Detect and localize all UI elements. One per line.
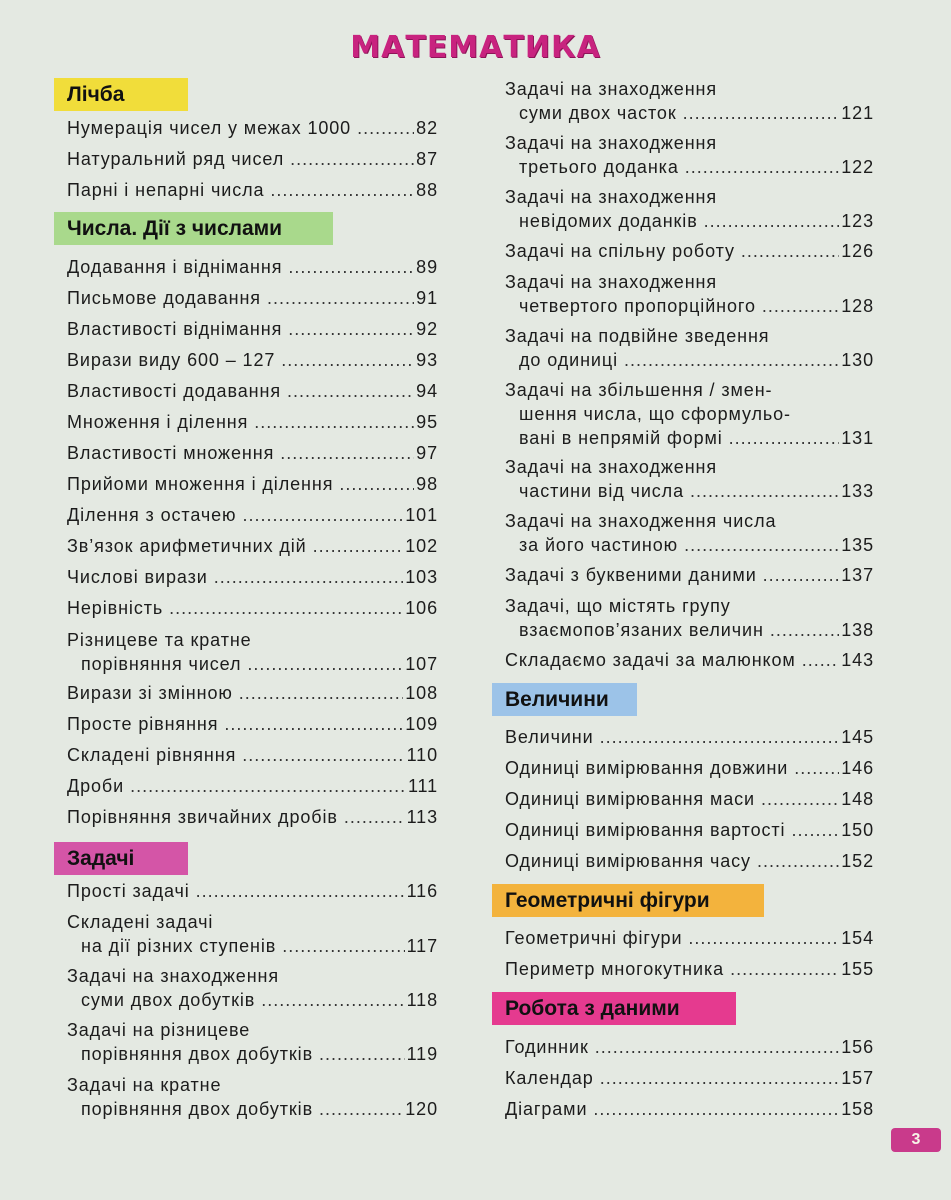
dot-leader	[288, 255, 414, 279]
dot-leader	[761, 787, 839, 811]
toc-entry[interactable]	[67, 1073, 438, 1121]
toc-entry-title: Порівняння звичайних дробів	[67, 807, 338, 827]
toc-entry-line	[67, 988, 438, 1012]
toc-entry-line	[505, 1035, 874, 1059]
toc-entry[interactable]	[67, 596, 438, 620]
toc-entry-line	[505, 101, 874, 125]
toc-entry[interactable]	[505, 131, 874, 179]
toc-entry-line	[505, 1097, 874, 1121]
toc-page-number: 154	[841, 928, 874, 948]
toc-entry-line	[505, 849, 874, 873]
toc-page-number: 122	[841, 157, 874, 177]
toc-entry-line	[505, 594, 874, 618]
toc-entry-line	[505, 756, 874, 780]
toc-entry-line	[505, 402, 874, 426]
dot-leader	[690, 479, 839, 503]
toc-entry[interactable]	[67, 628, 438, 676]
toc-entry-title: Складаємо задачі за малюнком	[505, 650, 796, 670]
toc-entry[interactable]	[67, 317, 438, 341]
toc-entry[interactable]	[505, 509, 874, 557]
toc-entry-title: Властивості додавання	[67, 381, 281, 401]
toc-entry-title: Задачі на знаходження числа	[505, 511, 777, 531]
dot-leader	[730, 957, 839, 981]
toc-entry-line	[67, 712, 438, 736]
toc-entry-line	[505, 77, 874, 101]
toc-entry-line	[67, 286, 438, 310]
toc-entry-line	[67, 628, 438, 652]
toc-entry-line	[505, 155, 874, 179]
toc-entry[interactable]	[505, 239, 874, 263]
toc-entry-title: Одиниці вимірювання маси	[505, 789, 756, 809]
toc-page-number: 106	[405, 598, 438, 618]
toc-entry[interactable]	[67, 441, 438, 465]
toc-entry-title: Задачі на кратне	[67, 1075, 222, 1095]
toc-entry-title: Задачі на подвійне зведення	[505, 326, 770, 346]
toc-page-number: 87	[416, 149, 438, 169]
toc-entry-line	[67, 379, 438, 403]
toc-entry-line	[505, 348, 874, 372]
section-header-lichba: Лічба	[54, 78, 188, 111]
dot-leader	[280, 441, 414, 465]
toc-page-number: 123	[841, 211, 874, 231]
toc-entry-line	[505, 209, 874, 233]
toc-entry[interactable]	[505, 725, 874, 749]
toc-entry-title: Одиниці вимірювання часу	[505, 851, 751, 871]
toc-entry[interactable]	[67, 743, 438, 767]
toc-entry-line	[505, 324, 874, 348]
toc-page-number: 97	[416, 443, 438, 463]
toc-entry-title: Годинник	[505, 1037, 589, 1057]
toc-entry-line	[67, 1073, 438, 1097]
toc-entry-line	[67, 348, 438, 372]
toc-entry-line	[67, 879, 438, 903]
toc-entry-line	[67, 534, 438, 558]
dot-leader	[704, 209, 840, 233]
toc-entry-title: Величини	[505, 727, 594, 747]
toc-entry[interactable]	[67, 565, 438, 589]
dot-leader	[242, 503, 403, 527]
toc-entry-title: Діаграми	[505, 1099, 588, 1119]
dot-leader	[319, 1042, 405, 1066]
toc-entry-title: Нумерація чисел у межах 1000	[67, 118, 352, 138]
toc-entry-title: Дроби	[67, 776, 125, 796]
section-header-chysla: Числа. Дії з числами	[54, 212, 333, 245]
toc-entry[interactable]	[505, 455, 874, 503]
toc-entry-line	[67, 596, 438, 620]
dot-leader	[319, 1097, 403, 1121]
toc-entry-title: Задачі на збільшення / змен-	[505, 380, 773, 400]
toc-page-number: 148	[841, 789, 874, 809]
dot-leader	[770, 618, 839, 642]
toc-page-number: 113	[406, 807, 438, 827]
toc-entry-line	[505, 455, 874, 479]
dot-leader	[287, 379, 414, 403]
toc-entry-title: четвертого пропорційного	[519, 296, 756, 316]
toc-entry-title: Геометричні фігури	[505, 928, 683, 948]
toc-page-number: 137	[841, 565, 874, 585]
toc-entry-line	[67, 565, 438, 589]
toc-entry-title: Прийоми множення і ділення	[67, 474, 334, 494]
toc-entry[interactable]	[67, 805, 438, 829]
toc-entry-line	[505, 618, 874, 642]
toc-entry-line	[67, 964, 438, 988]
toc-page-number: 107	[405, 654, 438, 674]
dot-leader	[791, 818, 839, 842]
toc-entry-title: Множення і ділення	[67, 412, 249, 432]
dot-leader	[600, 725, 840, 749]
toc-entry-title: Просте рівняння	[67, 714, 219, 734]
toc-entry-title: вані в непрямій формі	[519, 428, 723, 448]
toc-entry[interactable]	[67, 472, 438, 496]
toc-page-number: 118	[406, 990, 438, 1010]
toc-page-number: 103	[405, 567, 438, 587]
toc-entry-title: Задачі на спільну роботу	[505, 241, 735, 261]
section-header-dani: Робота з даними	[492, 992, 736, 1025]
dot-leader	[282, 934, 404, 958]
toc-entry-title: Календар	[505, 1068, 594, 1088]
toc-entry-title: Нерівність	[67, 598, 164, 618]
toc-page-number: 145	[841, 727, 874, 747]
toc-entry-title: Прості задачі	[67, 881, 190, 901]
section-header-velychyny: Величини	[492, 683, 637, 716]
toc-page-number: 131	[841, 428, 874, 448]
toc-page-number: 98	[416, 474, 438, 494]
toc-entry-title: суми двох добутків	[81, 990, 256, 1010]
toc-entry-title: Різницеве та кратне	[67, 630, 252, 650]
dot-leader	[729, 426, 840, 450]
dot-leader	[130, 774, 406, 798]
toc-entry-title: Задачі на знаходження	[505, 133, 718, 153]
toc-entry-line	[67, 652, 438, 676]
toc-entry[interactable]	[67, 534, 438, 558]
toc-page-number: 92	[416, 319, 438, 339]
toc-entry-title: порівняння двох добутків	[81, 1044, 314, 1064]
toc-entry[interactable]	[67, 503, 438, 527]
toc-entry-line	[67, 441, 438, 465]
toc-entry-line	[67, 743, 438, 767]
dot-leader	[242, 743, 404, 767]
toc-entry-line	[67, 774, 438, 798]
dot-leader	[254, 410, 414, 434]
section-header-geometry: Геометричні фігури	[492, 884, 764, 917]
toc-page-number: 91	[416, 288, 438, 308]
dot-leader	[683, 101, 840, 125]
toc-entry-line	[505, 294, 874, 318]
toc-page-number: 108	[405, 683, 438, 703]
toc-entry-line	[67, 410, 438, 434]
dot-leader	[794, 756, 839, 780]
toc-entry-title: Одиниці вимірювання довжини	[505, 758, 789, 778]
dot-leader	[247, 652, 403, 676]
toc-entry[interactable]	[505, 849, 874, 873]
toc-entry-line	[67, 910, 438, 934]
toc-entry-line	[67, 317, 438, 341]
toc-entry-line	[505, 509, 874, 533]
dot-leader	[288, 317, 414, 341]
toc-page-number: 156	[841, 1037, 874, 1057]
toc-entry-title: Периметр многокутника	[505, 959, 725, 979]
toc-entry-title: Натуральний ряд чисел	[67, 149, 285, 169]
toc-entry-line	[505, 378, 874, 402]
toc-entry[interactable]	[505, 185, 874, 233]
toc-entry-line	[67, 805, 438, 829]
toc-entry-title: Додавання і віднімання	[67, 257, 283, 277]
toc-entry-title: до одиниці	[519, 350, 618, 370]
toc-entry-line	[67, 934, 438, 958]
dot-leader	[267, 286, 414, 310]
dot-leader	[600, 1066, 840, 1090]
toc-page-number: 146	[841, 758, 874, 778]
toc-entry-title: Зв’язок арифметичних дій	[67, 536, 307, 556]
toc-entry[interactable]	[505, 648, 874, 672]
toc-entry[interactable]	[505, 563, 874, 587]
toc-page-number: 133	[841, 481, 874, 501]
toc-entry-line	[505, 270, 874, 294]
toc-page-number: 155	[841, 959, 874, 979]
toc-entry[interactable]	[67, 178, 438, 202]
toc-entry-title: Числові вирази	[67, 567, 208, 587]
toc-entry-title: Задачі на знаходження	[67, 966, 280, 986]
toc-entry-line	[505, 479, 874, 503]
dot-leader	[290, 147, 414, 171]
toc-entry-line	[67, 178, 438, 202]
toc-page-number: 143	[841, 650, 874, 670]
toc-entry-line	[505, 818, 874, 842]
toc-entry-title: Парні і непарні числа	[67, 180, 265, 200]
toc-entry-line	[505, 533, 874, 557]
toc-page-number: 109	[405, 714, 438, 734]
toc-entry[interactable]	[67, 681, 438, 705]
dot-leader	[239, 681, 404, 705]
toc-entry-line	[505, 563, 874, 587]
toc-entry-title: Властивості множення	[67, 443, 275, 463]
toc-entry[interactable]	[505, 1097, 874, 1121]
toc-page-number: 128	[841, 296, 874, 316]
toc-entry-line	[505, 926, 874, 950]
dot-leader	[688, 926, 839, 950]
toc-entry-line	[67, 472, 438, 496]
toc-entry-title: Властивості віднімання	[67, 319, 283, 339]
dot-leader	[762, 294, 839, 318]
dot-leader	[685, 155, 840, 179]
dot-leader	[344, 805, 405, 829]
toc-page-number: 88	[416, 180, 438, 200]
toc-entry-line	[67, 503, 438, 527]
toc-page-number: 116	[406, 881, 438, 901]
toc-entry[interactable]	[505, 77, 874, 125]
toc-entry[interactable]	[67, 255, 438, 279]
dot-leader	[624, 348, 839, 372]
dot-leader	[281, 348, 414, 372]
page-number-badge: 3	[891, 1128, 941, 1152]
toc-entry[interactable]	[67, 964, 438, 1012]
toc-page-number: 130	[841, 350, 874, 370]
dot-leader	[802, 648, 840, 672]
toc-entry[interactable]	[505, 818, 874, 842]
toc-page-number: 110	[406, 745, 438, 765]
toc-entry[interactable]	[67, 879, 438, 903]
toc-entry[interactable]	[505, 1066, 874, 1090]
toc-page-number: 152	[841, 851, 874, 871]
dot-leader	[169, 596, 403, 620]
toc-entry-title: порівняння чисел	[81, 654, 242, 674]
toc-entry[interactable]	[505, 324, 874, 372]
toc-entry-title: Задачі, що містять групу	[505, 596, 731, 616]
toc-entry[interactable]	[505, 926, 874, 950]
toc-entry-line	[67, 1097, 438, 1121]
toc-entry-line	[505, 185, 874, 209]
toc-entry-title: третього доданка	[519, 157, 679, 177]
toc-page-number: 93	[416, 350, 438, 370]
dot-leader	[196, 879, 405, 903]
toc-entry-title: Задачі на знаходження	[505, 457, 718, 477]
toc-page-number: 119	[406, 1044, 438, 1064]
toc-entry-title: Задачі на знаходження	[505, 187, 718, 207]
toc-page-number: 150	[841, 820, 874, 840]
toc-page-number: 101	[405, 505, 438, 525]
toc-entry[interactable]	[505, 594, 874, 642]
toc-page-number: 102	[405, 536, 438, 556]
toc-entry-title: взаємопов’язаних величин	[519, 620, 764, 640]
toc-page-number: 157	[841, 1068, 874, 1088]
toc-entry[interactable]	[505, 378, 874, 450]
toc-entry[interactable]	[67, 774, 438, 798]
dot-leader	[224, 712, 403, 736]
toc-page-number: 135	[841, 535, 874, 555]
toc-entry-title: невідомих доданків	[519, 211, 698, 231]
toc-entry-title: Задачі з буквеними даними	[505, 565, 757, 585]
toc-entry-title: Складені рівняння	[67, 745, 237, 765]
toc-entry-title: Вирази зі змінною	[67, 683, 233, 703]
toc-entry-title: за його частиною	[519, 535, 679, 555]
toc-entry-line	[505, 239, 874, 263]
toc-entry[interactable]	[67, 712, 438, 736]
toc-page-number: 138	[841, 620, 874, 640]
toc-entry-title: Ділення з остачею	[67, 505, 237, 525]
dot-leader	[684, 533, 839, 557]
toc-entry-title: порівняння двох добутків	[81, 1099, 314, 1119]
section-header-zadachi: Задачі	[54, 842, 188, 875]
toc-entry[interactable]	[67, 410, 438, 434]
toc-entry-line	[505, 725, 874, 749]
toc-entry-title: частини від числа	[519, 481, 684, 501]
toc-entry[interactable]	[67, 147, 438, 171]
toc-entry[interactable]	[505, 756, 874, 780]
toc-entry-title: суми двох часток	[519, 103, 677, 123]
dot-leader	[313, 534, 404, 558]
dot-leader	[757, 849, 839, 873]
dot-leader	[595, 1035, 840, 1059]
dot-leader	[357, 116, 414, 140]
toc-entry[interactable]	[67, 379, 438, 403]
dot-leader	[593, 1097, 839, 1121]
toc-entry-title: Задачі на різницеве	[67, 1020, 251, 1040]
dot-leader	[339, 472, 414, 496]
toc-entry-title: Складені задачі	[67, 912, 214, 932]
toc-page-number: 89	[416, 257, 438, 277]
toc-entry-line	[67, 116, 438, 140]
toc-entry-line	[67, 1018, 438, 1042]
toc-entry-line	[505, 131, 874, 155]
toc-page-number: 111	[407, 776, 438, 796]
dot-leader	[261, 988, 404, 1012]
toc-entry[interactable]	[67, 910, 438, 958]
toc-entry-title: шення числа, що сформульо-	[519, 404, 791, 424]
toc-entry-title: Задачі на знаходження	[505, 79, 718, 99]
toc-entry[interactable]	[67, 1018, 438, 1066]
dot-leader	[214, 565, 404, 589]
toc-page-number: 121	[841, 103, 874, 123]
toc-entry-line	[67, 255, 438, 279]
toc-page-number: 94	[416, 381, 438, 401]
dot-leader	[270, 178, 414, 202]
toc-entry[interactable]	[67, 348, 438, 372]
toc-page-number: 126	[841, 241, 874, 261]
toc-entry[interactable]	[505, 957, 874, 981]
toc-entry-title: Вирази виду 600 – 127	[67, 350, 276, 370]
toc-page-number: 120	[405, 1099, 438, 1119]
toc-entry-line	[67, 681, 438, 705]
toc-entry-line	[67, 147, 438, 171]
toc-entry[interactable]	[67, 286, 438, 310]
toc-entry-title: Задачі на знаходження	[505, 272, 718, 292]
toc-entry[interactable]	[67, 116, 438, 140]
toc-entry-title: Одиниці вимірювання вартості	[505, 820, 786, 840]
toc-page-number: 117	[406, 936, 438, 956]
toc-page-number: 95	[416, 412, 438, 432]
toc-entry[interactable]	[505, 787, 874, 811]
toc-entry-line	[505, 1066, 874, 1090]
toc-page-number: 158	[841, 1099, 874, 1119]
toc-entry-line	[67, 1042, 438, 1066]
toc-entry[interactable]	[505, 1035, 874, 1059]
toc-entry[interactable]	[505, 270, 874, 318]
toc-entry-title: Письмове додавання	[67, 288, 261, 308]
toc-page-number: 82	[416, 118, 438, 138]
page-title: МАТЕМАТИКА	[350, 30, 601, 65]
toc-entry-line	[505, 957, 874, 981]
toc-entry-line	[505, 648, 874, 672]
toc-entry-title: на дії різних ступенів	[81, 936, 277, 956]
toc-entry-line	[505, 787, 874, 811]
dot-leader	[741, 239, 839, 263]
toc-entry-line	[505, 426, 874, 450]
dot-leader	[763, 563, 840, 587]
